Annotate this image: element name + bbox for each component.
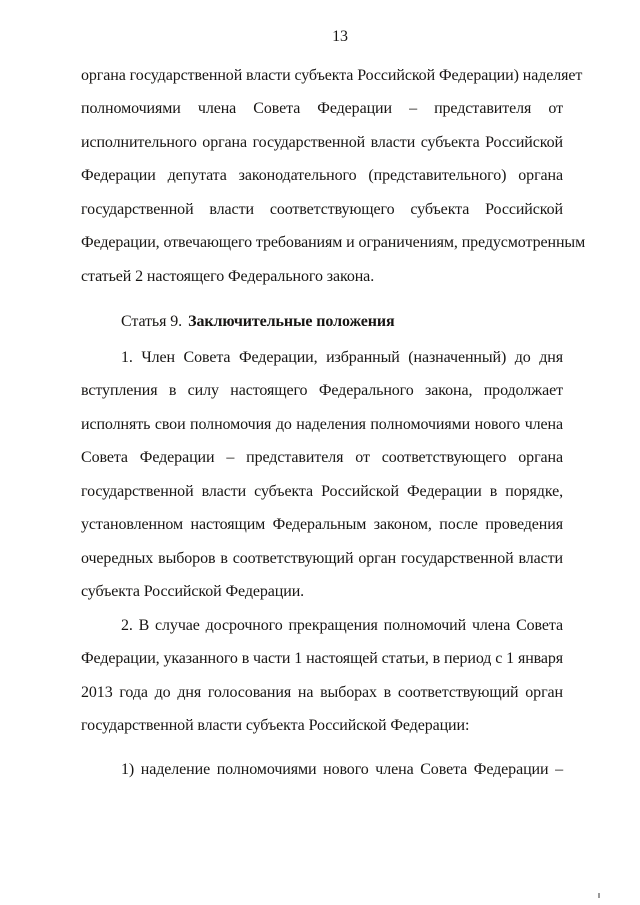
paragraph-continuation bbox=[81, 59, 586, 294]
text-line: 2. В случае досрочного прекращения полномочий члена Совета bbox=[121, 616, 563, 634]
paragraph-item-1 bbox=[81, 753, 563, 787]
text-block bbox=[81, 0, 586, 786]
text-line: государственной власти субъекта Российской Федерации: bbox=[81, 717, 470, 734]
text-line: исполнять свои полномочия до наделения полномочиями нового члена bbox=[81, 415, 563, 433]
page-number: 13 bbox=[332, 28, 348, 45]
text-line: установленном настоящим Федеральным законом, после проведения bbox=[81, 516, 563, 533]
text-line: статьей 2 настоящего Федерального закона. bbox=[81, 267, 375, 285]
text-line: полномочиями члена Совета Федерации – представителя от bbox=[81, 100, 563, 117]
text-line: органа государственной власти субъекта Российской Федерации) наделяет bbox=[81, 66, 583, 84]
paragraph-part-2 bbox=[81, 609, 563, 743]
text-line: Федерации, указанного в части 1 настоящей статьи, в период с 1 января bbox=[81, 650, 564, 667]
text-line: Федерации депутата законодательного (представительного) органа bbox=[81, 167, 563, 184]
text-line: субъекта Российской Федерации. bbox=[81, 583, 305, 600]
text-line: государственной власти соответствующего субъекта Российской bbox=[81, 200, 563, 218]
article-title: Заключительные положения bbox=[188, 313, 395, 330]
text-line: 1) наделение полномочиями нового члена Совета Федерации – bbox=[121, 760, 563, 778]
text-line: Совета Федерации – представителя от соответствующего органа bbox=[81, 449, 563, 466]
text-line: Федерации, отвечающего требованиям и ограничениям, предусмотренным bbox=[81, 234, 586, 251]
paragraph-part-1 bbox=[81, 341, 563, 609]
text-line: очередных выборов в соответствующий орган государственной власти bbox=[81, 549, 563, 567]
text-line: государственной власти субъекта Российской Федерации в порядке, bbox=[81, 482, 563, 500]
article-number-label: Статья 9. bbox=[121, 313, 183, 330]
article-heading bbox=[81, 305, 563, 339]
text-line: вступления в силу настоящего Федерального закона, продолжает bbox=[81, 382, 563, 399]
text-line: 2013 года до дня голосования на выборах в соответствующий орган bbox=[81, 683, 563, 701]
text-line: 1. Член Совета Федерации, избранный (назначенный) до дня bbox=[121, 348, 563, 366]
text-line: исполнительного органа государственной власти субъекта Российской bbox=[81, 133, 563, 151]
scan-artifact bbox=[598, 893, 600, 898]
